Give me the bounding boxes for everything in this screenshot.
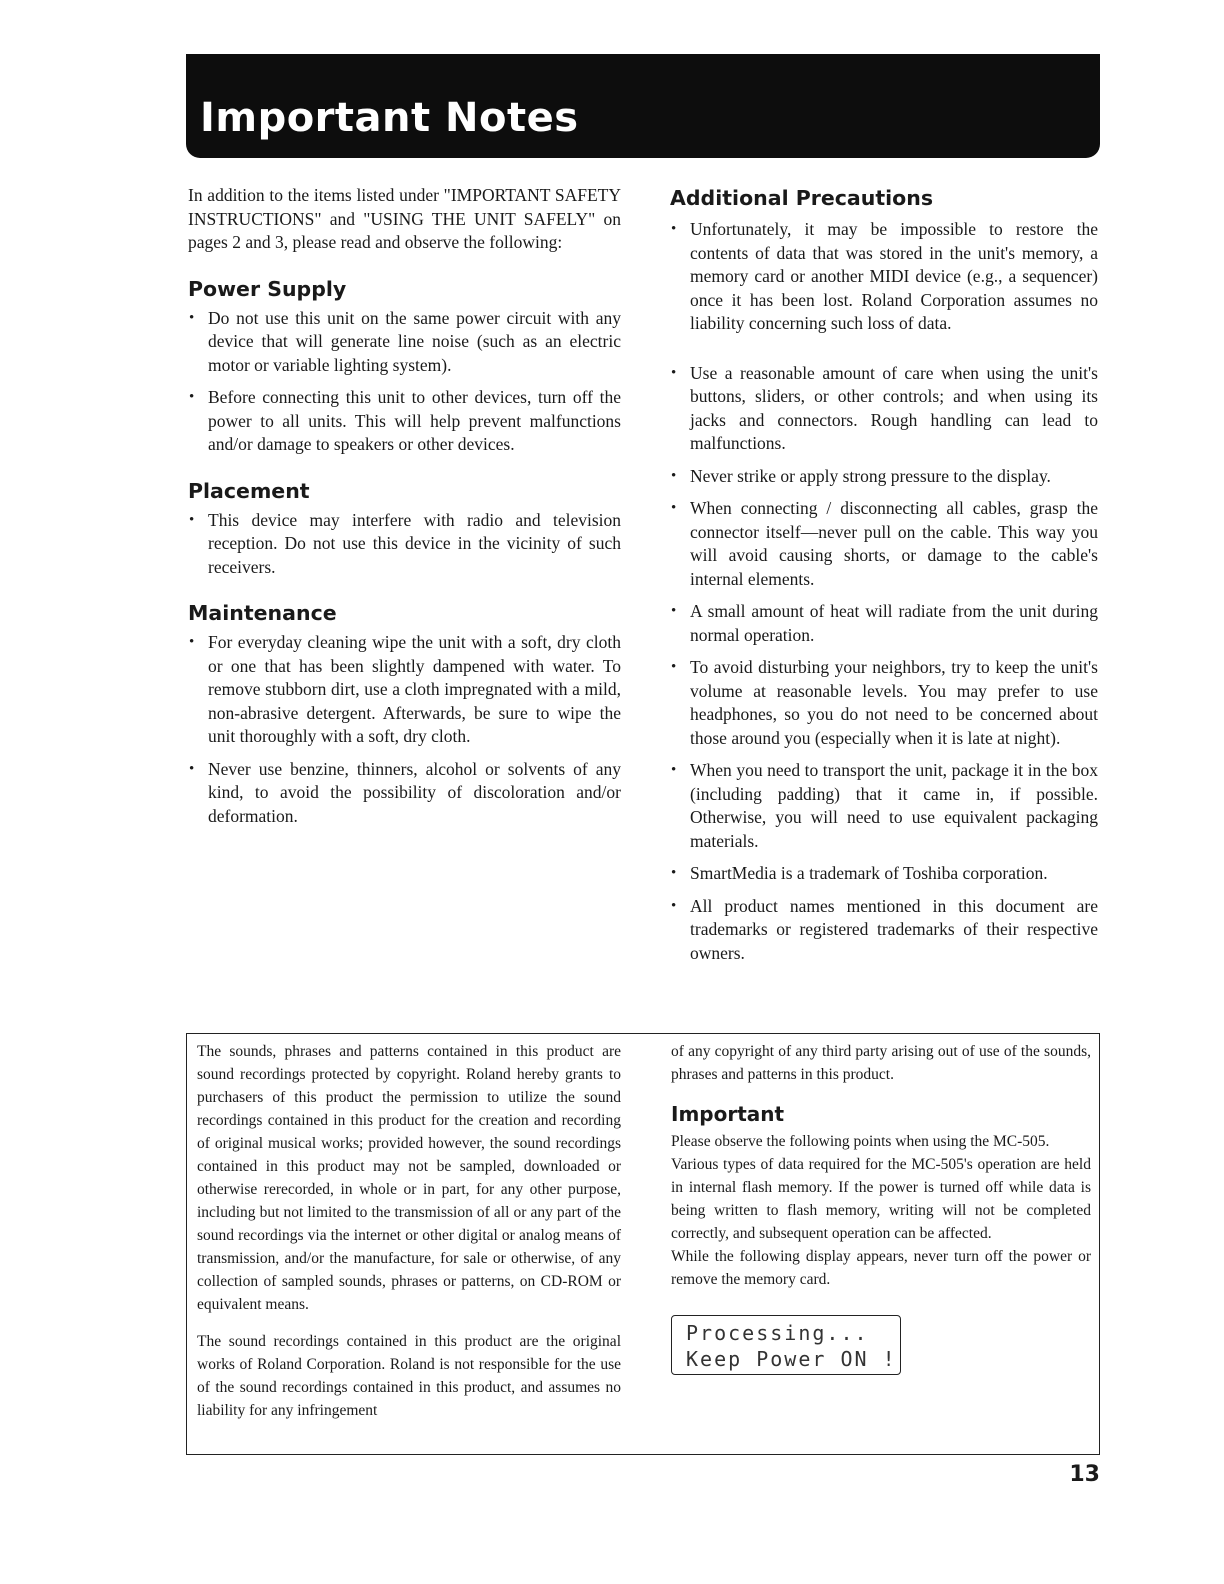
copyright-box-left [197, 1040, 621, 1422]
lcd-display [671, 1315, 901, 1375]
placement-heading: Placement [188, 478, 310, 503]
right-column [670, 184, 1098, 974]
copyright-box [186, 1033, 1100, 1455]
list-item: • Never strike or apply strong pressure to the display. [670, 465, 1098, 489]
copyright-paragraph: of any copyright of any third party arising out of use of the sounds, phrases and patterns in this product. [671, 1043, 1091, 1083]
lcd-line: Processing... [686, 1321, 869, 1345]
list-item: • Do not use this unit on the same power circuit with any device that will generate line noise (such as an electric motor or variable lighting system). [188, 307, 621, 378]
copyright-paragraph: The sounds, phrases and patterns contained in this product are sound recordings protected by copyright. Roland hereby grants to purchasers of this product the permission to utilize the sound recordings contained in this product for the creation and recording of original musical works; provided however, the sound recordings contained in this product may not be sampled, downloaded or otherwise rerecorded, in whole or in part, for any other purpose, including but not limited to the transmission of all or any part of the sound recordings via the internet or other digital or analog means of transmission, and/or the manufacture, for sale or otherwise, of any collection of sampled sounds, phrases or patterns, on CD-ROM or equivalent means. [197, 1043, 621, 1313]
list-item: • When connecting / disconnecting all cables, grasp the connector itself—never pull on the cable. This way you will avoid causing shorts, or damage to the cable's internal elements. [670, 497, 1098, 591]
list-item: • Before connecting this unit to other devices, turn off the power to all units. This will help prevent malfunctions and/or damage to speakers or other devices. [188, 386, 621, 457]
additional-precautions-heading: Additional Precautions [670, 186, 934, 210]
intro-paragraph: In addition to the items listed under "IMPORTANT SAFETY INSTRUCTIONS" and "USING THE UNIT SAFELY" on pages 2 and 3, please read and observe the following: [188, 185, 621, 252]
important-heading: Important [671, 1102, 785, 1126]
list-item: • When you need to transport the unit, package it in the box (including padding) that it came in, if possible. Otherwise, you will need to use equivalent packaging materials. [670, 759, 1098, 853]
maintenance-heading: Maintenance [188, 601, 337, 625]
important-paragraph: Please observe the following points when using the MC-505. [671, 1133, 1050, 1150]
list-item: • SmartMedia is a trademark of Toshiba corporation. [670, 862, 1098, 886]
placement-list [188, 509, 621, 580]
copyright-paragraph: The sound recordings contained in this product are the original works of Roland Corporation. Roland is not responsible for the use of the sound recordings contained in this product, and assumes no liability for any infringement [197, 1333, 621, 1419]
list-item: • Use a reasonable amount of care when using the unit's buttons, sliders, or other controls; and when using its jacks and connectors. Rough handling can lead to malfunctions. [670, 362, 1098, 456]
list-item: • Unfortunately, it may be impossible to restore the contents of data that was stored in the unit's memory, a memory card or another MIDI device (e.g., a sequencer) once it has been lost. Roland Corporation assumes no liability concerning such loss of data. [670, 218, 1098, 336]
important-paragraph: Various types of data required for the MC-505's operation are held in internal flash memory. If the power is turned off while data is being written to flash memory, writing will not be completed correctly, and subsequent operation can be affected. [671, 1156, 1091, 1242]
list-item: • Never use benzine, thinners, alcohol or solvents of any kind, to avoid the possibility of discoloration and/or deformation. [188, 758, 621, 829]
page-number: 13 [1069, 1462, 1100, 1487]
list-item: • A small amount of heat will radiate from the unit during normal operation. [670, 600, 1098, 647]
list-item: • All product names mentioned in this document are trademarks or registered trademarks of their respective owners. [670, 895, 1098, 966]
list-item: • For everyday cleaning wipe the unit with a soft, dry cloth or one that has been slightly dampened with water. To remove stubborn dirt, use a cloth impregnated with a mild, non-abrasive detergent. Afterwards, be sure to wipe the unit thoroughly with a soft, dry cloth. [188, 631, 621, 749]
left-column [188, 184, 621, 837]
title-banner [186, 54, 1100, 158]
additional-precautions-list [670, 218, 1098, 965]
power-supply-list [188, 307, 621, 457]
lcd-line: Keep Power ON ! [686, 1347, 897, 1371]
important-paragraph: While the following display appears, never turn off the power or remove the memory card. [671, 1248, 1091, 1288]
list-item: • This device may interfere with radio and television reception. Do not use this device in the vicinity of such receivers. [188, 509, 621, 580]
power-supply-heading: Power Supply [188, 276, 347, 301]
maintenance-list [188, 631, 621, 828]
copyright-box-right [671, 1040, 1091, 1375]
list-item: • To avoid disturbing your neighbors, try to keep the unit's volume at reasonable levels. You may prefer to use headphones, so you do not need to be concerned about those around you (especially when it is late at night). [670, 656, 1098, 750]
page-title: Important Notes [200, 95, 579, 141]
